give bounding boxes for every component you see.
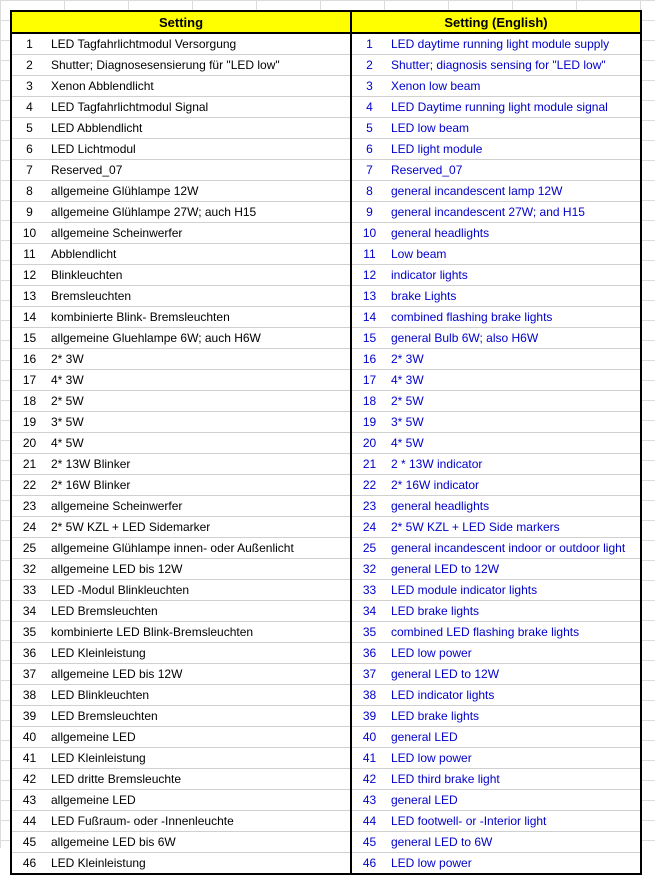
setting-en-cell[interactable]: Shutter; diagnosis sensing for "LED low": [387, 55, 641, 76]
row-number-en[interactable]: 22: [351, 475, 387, 496]
setting-de-cell[interactable]: allgemeine Glühlampe 12W: [47, 181, 351, 202]
setting-en-cell[interactable]: 2* 5W KZL + LED Side markers: [387, 517, 641, 538]
setting-en-cell[interactable]: general LED to 6W: [387, 832, 641, 853]
row-number-en[interactable]: 19: [351, 412, 387, 433]
setting-en-cell[interactable]: general LED to 12W: [387, 664, 641, 685]
table-row: [11, 643, 641, 664]
table-row: [11, 160, 641, 181]
setting-en-cell[interactable]: general LED: [387, 790, 641, 811]
row-number-en[interactable]: 15: [351, 328, 387, 349]
table-row: [11, 349, 641, 370]
setting-de-cell[interactable]: LED Kleinleistung: [47, 853, 351, 875]
table-row: [11, 517, 641, 538]
row-number-de[interactable]: 4: [11, 97, 47, 118]
row-number-de[interactable]: 1: [11, 33, 47, 55]
table-row: [11, 475, 641, 496]
row-number-de[interactable]: 2: [11, 55, 47, 76]
row-number-de[interactable]: 13: [11, 286, 47, 307]
setting-de-cell[interactable]: LED Bremsleuchten: [47, 706, 351, 727]
row-number-de[interactable]: 20: [11, 433, 47, 454]
setting-de-cell[interactable]: 2* 13W Blinker: [47, 454, 351, 475]
row-number-en[interactable]: 35: [351, 622, 387, 643]
table-row: [11, 33, 641, 55]
row-number-en[interactable]: 2: [351, 55, 387, 76]
setting-de-cell[interactable]: allgemeine Gluehlampe 6W; auch H6W: [47, 328, 351, 349]
table-row: [11, 370, 641, 391]
row-number-de[interactable]: 9: [11, 202, 47, 223]
row-number-de[interactable]: 10: [11, 223, 47, 244]
row-number-de[interactable]: 23: [11, 496, 47, 517]
setting-en-cell[interactable]: Xenon low beam: [387, 76, 641, 97]
setting-de-cell[interactable]: 2* 3W: [47, 349, 351, 370]
table-row: [11, 580, 641, 601]
setting-en-cell[interactable]: 2* 5W: [387, 391, 641, 412]
row-number-de[interactable]: 41: [11, 748, 47, 769]
setting-de-cell[interactable]: LED Kleinleistung: [47, 748, 351, 769]
setting-en-cell[interactable]: general Bulb 6W; also H6W: [387, 328, 641, 349]
row-number-de[interactable]: 39: [11, 706, 47, 727]
row-number-en[interactable]: 40: [351, 727, 387, 748]
setting-de-cell[interactable]: allgemeine LED bis 12W: [47, 664, 351, 685]
row-number-en[interactable]: 11: [351, 244, 387, 265]
header-row: [11, 11, 641, 33]
table-row: [11, 391, 641, 412]
setting-de-cell[interactable]: allgemeine LED bis 12W: [47, 559, 351, 580]
row-number-en[interactable]: 34: [351, 601, 387, 622]
row-number-de[interactable]: 17: [11, 370, 47, 391]
row-number-de[interactable]: 45: [11, 832, 47, 853]
row-number-de[interactable]: 32: [11, 559, 47, 580]
setting-de-cell[interactable]: 3* 5W: [47, 412, 351, 433]
table-row: [11, 181, 641, 202]
row-number-de[interactable]: 42: [11, 769, 47, 790]
row-number-de[interactable]: 16: [11, 349, 47, 370]
row-number-en[interactable]: 38: [351, 685, 387, 706]
table-row: [11, 55, 641, 76]
table-row: [11, 286, 641, 307]
table-row: [11, 244, 641, 265]
setting-de-cell[interactable]: Reserved_07: [47, 160, 351, 181]
table-row: [11, 664, 641, 685]
row-number-de[interactable]: 37: [11, 664, 47, 685]
setting-en-cell[interactable]: general LED to 12W: [387, 559, 641, 580]
table-row: [11, 748, 641, 769]
table-row: [11, 727, 641, 748]
setting-en-cell[interactable]: LED footwell- or -Interior light: [387, 811, 641, 832]
table-row: [11, 706, 641, 727]
row-number-de[interactable]: 8: [11, 181, 47, 202]
setting-en-cell[interactable]: 3* 5W: [387, 412, 641, 433]
setting-de-cell[interactable]: 4* 5W: [47, 433, 351, 454]
table-row: [11, 559, 641, 580]
setting-en-cell[interactable]: LED daytime running light module supply: [387, 33, 641, 55]
table-row: [11, 433, 641, 454]
row-number-de[interactable]: 24: [11, 517, 47, 538]
setting-de-cell[interactable]: 4* 3W: [47, 370, 351, 391]
setting-en-cell[interactable]: general incandescent lamp 12W: [387, 181, 641, 202]
settings-table: [10, 10, 642, 875]
table-row: [11, 223, 641, 244]
table-row: [11, 811, 641, 832]
setting-en-cell[interactable]: LED low beam: [387, 118, 641, 139]
row-number-de[interactable]: 19: [11, 412, 47, 433]
setting-en-cell[interactable]: indicator lights: [387, 265, 641, 286]
row-number-de[interactable]: 44: [11, 811, 47, 832]
setting-de-cell[interactable]: LED Tagfahrlichtmodul Versorgung: [47, 33, 351, 55]
row-number-en[interactable]: 10: [351, 223, 387, 244]
row-number-de[interactable]: 12: [11, 265, 47, 286]
row-number-de[interactable]: 36: [11, 643, 47, 664]
setting-de-cell[interactable]: LED Tagfahrlichtmodul Signal: [47, 97, 351, 118]
row-number-en[interactable]: 37: [351, 664, 387, 685]
table-row: [11, 769, 641, 790]
row-number-en[interactable]: 7: [351, 160, 387, 181]
row-number-de[interactable]: 43: [11, 790, 47, 811]
row-number-de[interactable]: 14: [11, 307, 47, 328]
row-number-de[interactable]: 3: [11, 76, 47, 97]
setting-en-cell[interactable]: 4* 3W: [387, 370, 641, 391]
setting-en-cell[interactable]: general headlights: [387, 496, 641, 517]
row-number-de[interactable]: 35: [11, 622, 47, 643]
setting-de-cell[interactable]: LED Lichtmodul: [47, 139, 351, 160]
setting-de-cell[interactable]: LED -Modul Blinkleuchten: [47, 580, 351, 601]
setting-en-cell[interactable]: LED light module: [387, 139, 641, 160]
setting-de-cell[interactable]: allgemeine LED: [47, 727, 351, 748]
setting-de-cell[interactable]: kombinierte LED Blink-Bremsleuchten: [47, 622, 351, 643]
table-row: [11, 454, 641, 475]
setting-en-cell[interactable]: brake Lights: [387, 286, 641, 307]
setting-de-cell[interactable]: Abblendlicht: [47, 244, 351, 265]
table-row: [11, 118, 641, 139]
table-row: [11, 202, 641, 223]
table-row: [11, 601, 641, 622]
table-row: [11, 412, 641, 433]
table-row: [11, 622, 641, 643]
setting-de-cell[interactable]: 2* 5W KZL + LED Sidemarker: [47, 517, 351, 538]
row-number-de[interactable]: 5: [11, 118, 47, 139]
row-number-de[interactable]: 7: [11, 160, 47, 181]
setting-en-cell[interactable]: LED low power: [387, 853, 641, 875]
row-number-de[interactable]: 6: [11, 139, 47, 160]
setting-en-cell[interactable]: LED indicator lights: [387, 685, 641, 706]
table-row: [11, 538, 641, 559]
row-number-de[interactable]: 46: [11, 853, 47, 875]
setting-en-cell[interactable]: LED module indicator lights: [387, 580, 641, 601]
row-number-en[interactable]: 21: [351, 454, 387, 475]
row-number-en[interactable]: 44: [351, 811, 387, 832]
row-number-de[interactable]: 15: [11, 328, 47, 349]
row-number-en[interactable]: 5: [351, 118, 387, 139]
table-row: [11, 328, 641, 349]
setting-en-cell[interactable]: general headlights: [387, 223, 641, 244]
row-number-en[interactable]: 45: [351, 832, 387, 853]
row-number-en[interactable]: 32: [351, 559, 387, 580]
header-setting[interactable]: Setting: [11, 11, 351, 33]
row-number-de[interactable]: 25: [11, 538, 47, 559]
row-number-en[interactable]: 36: [351, 643, 387, 664]
row-number-en[interactable]: 8: [351, 181, 387, 202]
setting-de-cell[interactable]: LED dritte Bremsleuchte: [47, 769, 351, 790]
setting-en-cell[interactable]: LED low power: [387, 643, 641, 664]
row-number-de[interactable]: 21: [11, 454, 47, 475]
setting-en-cell[interactable]: LED low power: [387, 748, 641, 769]
setting-de-cell[interactable]: LED Fußraum- oder -Innenleuchte: [47, 811, 351, 832]
row-number-en[interactable]: 25: [351, 538, 387, 559]
setting-en-cell[interactable]: combined flashing brake lights: [387, 307, 641, 328]
row-number-de[interactable]: 34: [11, 601, 47, 622]
row-number-de[interactable]: 40: [11, 727, 47, 748]
setting-en-cell[interactable]: general incandescent indoor or outdoor light: [387, 538, 641, 559]
row-number-en[interactable]: 16: [351, 349, 387, 370]
setting-de-cell[interactable]: Bremsleuchten: [47, 286, 351, 307]
setting-de-cell[interactable]: LED Kleinleistung: [47, 643, 351, 664]
setting-en-cell[interactable]: 2* 16W indicator: [387, 475, 641, 496]
setting-de-cell[interactable]: allgemeine LED: [47, 790, 351, 811]
row-number-en[interactable]: 9: [351, 202, 387, 223]
row-number-en[interactable]: 17: [351, 370, 387, 391]
setting-de-cell[interactable]: LED Blinkleuchten: [47, 685, 351, 706]
table-row: [11, 265, 641, 286]
setting-de-cell[interactable]: kombinierte Blink- Bremsleuchten: [47, 307, 351, 328]
setting-de-cell[interactable]: LED Bremsleuchten: [47, 601, 351, 622]
setting-en-cell[interactable]: LED brake lights: [387, 706, 641, 727]
row-number-de[interactable]: 22: [11, 475, 47, 496]
setting-en-cell[interactable]: Reserved_07: [387, 160, 641, 181]
setting-de-cell[interactable]: Xenon Abblendlicht: [47, 76, 351, 97]
row-number-en[interactable]: 24: [351, 517, 387, 538]
setting-en-cell[interactable]: LED third brake light: [387, 769, 641, 790]
setting-en-cell[interactable]: LED brake lights: [387, 601, 641, 622]
setting-de-cell[interactable]: allgemeine Glühlampe innen- oder Außenlicht: [47, 538, 351, 559]
setting-en-cell[interactable]: 2 * 13W indicator: [387, 454, 641, 475]
row-number-en[interactable]: 14: [351, 307, 387, 328]
row-number-en[interactable]: 23: [351, 496, 387, 517]
row-number-en[interactable]: 4: [351, 97, 387, 118]
header-setting-english[interactable]: Setting (English): [351, 11, 641, 33]
row-number-de[interactable]: 33: [11, 580, 47, 601]
setting-de-cell[interactable]: Shutter; Diagnosesensierung für "LED low": [47, 55, 351, 76]
row-number-en[interactable]: 39: [351, 706, 387, 727]
table-row: [11, 76, 641, 97]
table-row: [11, 139, 641, 160]
setting-en-cell[interactable]: general LED: [387, 727, 641, 748]
setting-en-cell[interactable]: combined LED flashing brake lights: [387, 622, 641, 643]
row-number-en[interactable]: 3: [351, 76, 387, 97]
setting-de-cell[interactable]: LED Abblendlicht: [47, 118, 351, 139]
row-number-en[interactable]: 42: [351, 769, 387, 790]
table-row: [11, 496, 641, 517]
setting-en-cell[interactable]: Low beam: [387, 244, 641, 265]
table-row: [11, 832, 641, 853]
table-row: [11, 307, 641, 328]
setting-de-cell[interactable]: 2* 5W: [47, 391, 351, 412]
row-number-en[interactable]: 20: [351, 433, 387, 454]
setting-de-cell[interactable]: allgemeine Scheinwerfer: [47, 223, 351, 244]
setting-de-cell[interactable]: allgemeine LED bis 6W: [47, 832, 351, 853]
setting-de-cell[interactable]: allgemeine Scheinwerfer: [47, 496, 351, 517]
setting-de-cell[interactable]: allgemeine Glühlampe 27W; auch H15: [47, 202, 351, 223]
table-row: [11, 685, 641, 706]
table-row: [11, 97, 641, 118]
row-number-en[interactable]: 1: [351, 33, 387, 55]
table-row: [11, 853, 641, 875]
row-number-en[interactable]: 6: [351, 139, 387, 160]
row-number-en[interactable]: 41: [351, 748, 387, 769]
setting-en-cell[interactable]: 4* 5W: [387, 433, 641, 454]
setting-en-cell[interactable]: general incandescent 27W; and H15: [387, 202, 641, 223]
setting-de-cell[interactable]: 2* 16W Blinker: [47, 475, 351, 496]
row-number-en[interactable]: 13: [351, 286, 387, 307]
row-number-en[interactable]: 33: [351, 580, 387, 601]
row-number-en[interactable]: 43: [351, 790, 387, 811]
row-number-en[interactable]: 12: [351, 265, 387, 286]
table-row: [11, 790, 641, 811]
row-number-de[interactable]: 18: [11, 391, 47, 412]
setting-en-cell[interactable]: 2* 3W: [387, 349, 641, 370]
row-number-de[interactable]: 11: [11, 244, 47, 265]
setting-en-cell[interactable]: LED Daytime running light module signal: [387, 97, 641, 118]
row-number-en[interactable]: 18: [351, 391, 387, 412]
row-number-en[interactable]: 46: [351, 853, 387, 875]
setting-de-cell[interactable]: Blinkleuchten: [47, 265, 351, 286]
row-number-de[interactable]: 38: [11, 685, 47, 706]
